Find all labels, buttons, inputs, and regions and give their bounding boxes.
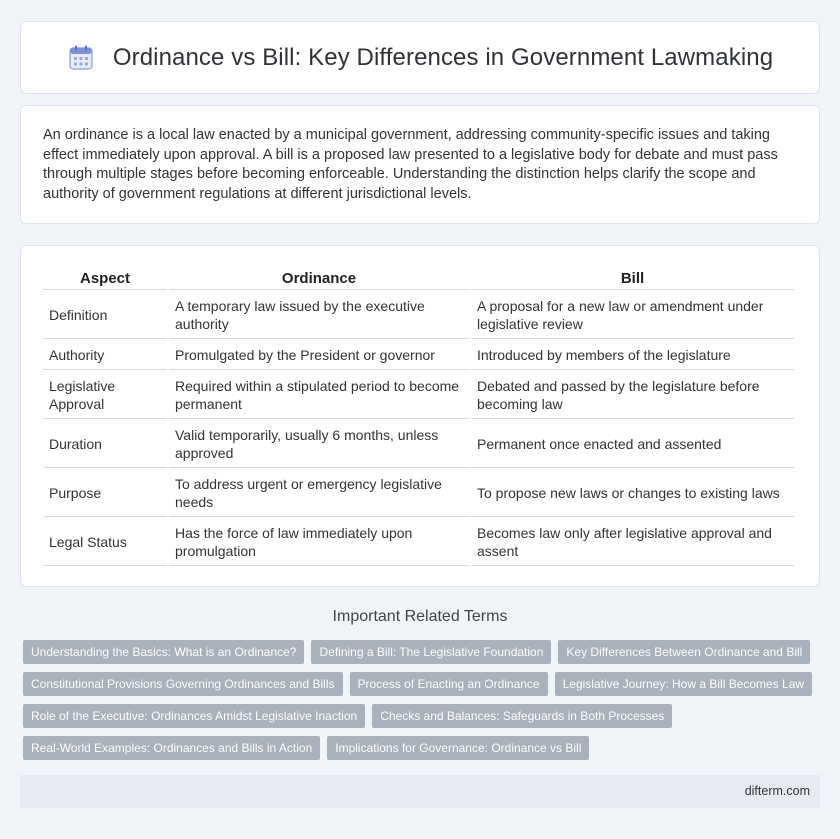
column-header-aspect: Aspect [43, 270, 167, 290]
related-term-tag[interactable]: Defining a Bill: The Legislative Foundation [311, 640, 551, 664]
column-header-ordinance: Ordinance [169, 270, 469, 290]
related-term-tag[interactable]: Process of Enacting an Ordinance [350, 672, 548, 696]
table-row [43, 370, 794, 419]
cell-ordinance: Has the force of law immediately upon promulgation [169, 517, 469, 566]
intro-text: An ordinance is a local law enacted by a municipal government, addressing community-specific issues and taking effect immediately upon approval. A bill is a proposed law presented to a legislative body for debate and must pass through multiple stages before becoming enforceable. Understanding the distinction helps clarify the scope and authority of government regulations at different jurisdictional levels. [43, 127, 778, 202]
cell-bill: To propose new laws or changes to existing laws [471, 468, 794, 517]
tag-row [23, 736, 823, 760]
related-terms-list [23, 640, 823, 768]
related-term-tag[interactable]: Checks and Balances: Safeguards in Both Processes [372, 704, 672, 728]
tag-row [23, 704, 823, 728]
cell-bill: Permanent once enacted and assented [471, 419, 794, 468]
footer [20, 775, 820, 808]
table-row [43, 517, 794, 566]
related-terms-title: Important Related Terms [332, 608, 508, 625]
footer-site-link[interactable]: difterm.com [744, 784, 810, 798]
cell-aspect: Duration [43, 419, 167, 468]
related-term-tag[interactable]: Implications for Governance: Ordinance vs Bill [327, 736, 589, 760]
cell-ordinance: Required within a stipulated period to become permanent [169, 370, 469, 419]
cell-aspect: Purpose [43, 468, 167, 517]
cell-bill: A proposal for a new law or amendment under legislative review [471, 290, 794, 339]
table-row [43, 419, 794, 468]
comparison-table-card [20, 245, 820, 587]
cell-ordinance: A temporary law issued by the executive authority [169, 290, 469, 339]
related-term-tag[interactable]: Key Differences Between Ordinance and Bill [558, 640, 810, 664]
cell-bill: Introduced by members of the legislature [471, 339, 794, 370]
calendar-icon [67, 44, 95, 72]
cell-aspect: Authority [43, 339, 167, 370]
table-row [43, 290, 794, 339]
cell-bill: Becomes law only after legislative approval and assent [471, 517, 794, 566]
cell-ordinance: Promulgated by the President or governor [169, 339, 469, 370]
page-title: Ordinance vs Bill: Key Differences in Government Lawmaking [112, 43, 774, 71]
table-row [43, 468, 794, 517]
cell-aspect: Legislative Approval [43, 370, 167, 419]
header-card [20, 21, 820, 94]
column-header-bill: Bill [471, 270, 794, 290]
intro-card [20, 105, 820, 224]
table-row [43, 339, 794, 370]
cell-ordinance: To address urgent or emergency legislative needs [169, 468, 469, 517]
related-term-tag[interactable]: Understanding the Basics: What is an Ordinance? [23, 640, 304, 664]
related-term-tag[interactable]: Role of the Executive: Ordinances Amidst Legislative Inaction [23, 704, 365, 728]
cell-aspect: Legal Status [43, 517, 167, 566]
comparison-table [41, 270, 796, 566]
cell-bill: Debated and passed by the legislature before becoming law [471, 370, 794, 419]
tag-row [23, 640, 823, 664]
cell-aspect: Definition [43, 290, 167, 339]
tag-row [23, 672, 823, 696]
table-header-row [43, 270, 794, 290]
related-term-tag[interactable]: Legislative Journey: How a Bill Becomes Law [555, 672, 812, 696]
cell-ordinance: Valid temporarily, usually 6 months, unless approved [169, 419, 469, 468]
related-term-tag[interactable]: Real-World Examples: Ordinances and Bills in Action [23, 736, 320, 760]
related-term-tag[interactable]: Constitutional Provisions Governing Ordinances and Bills [23, 672, 343, 696]
